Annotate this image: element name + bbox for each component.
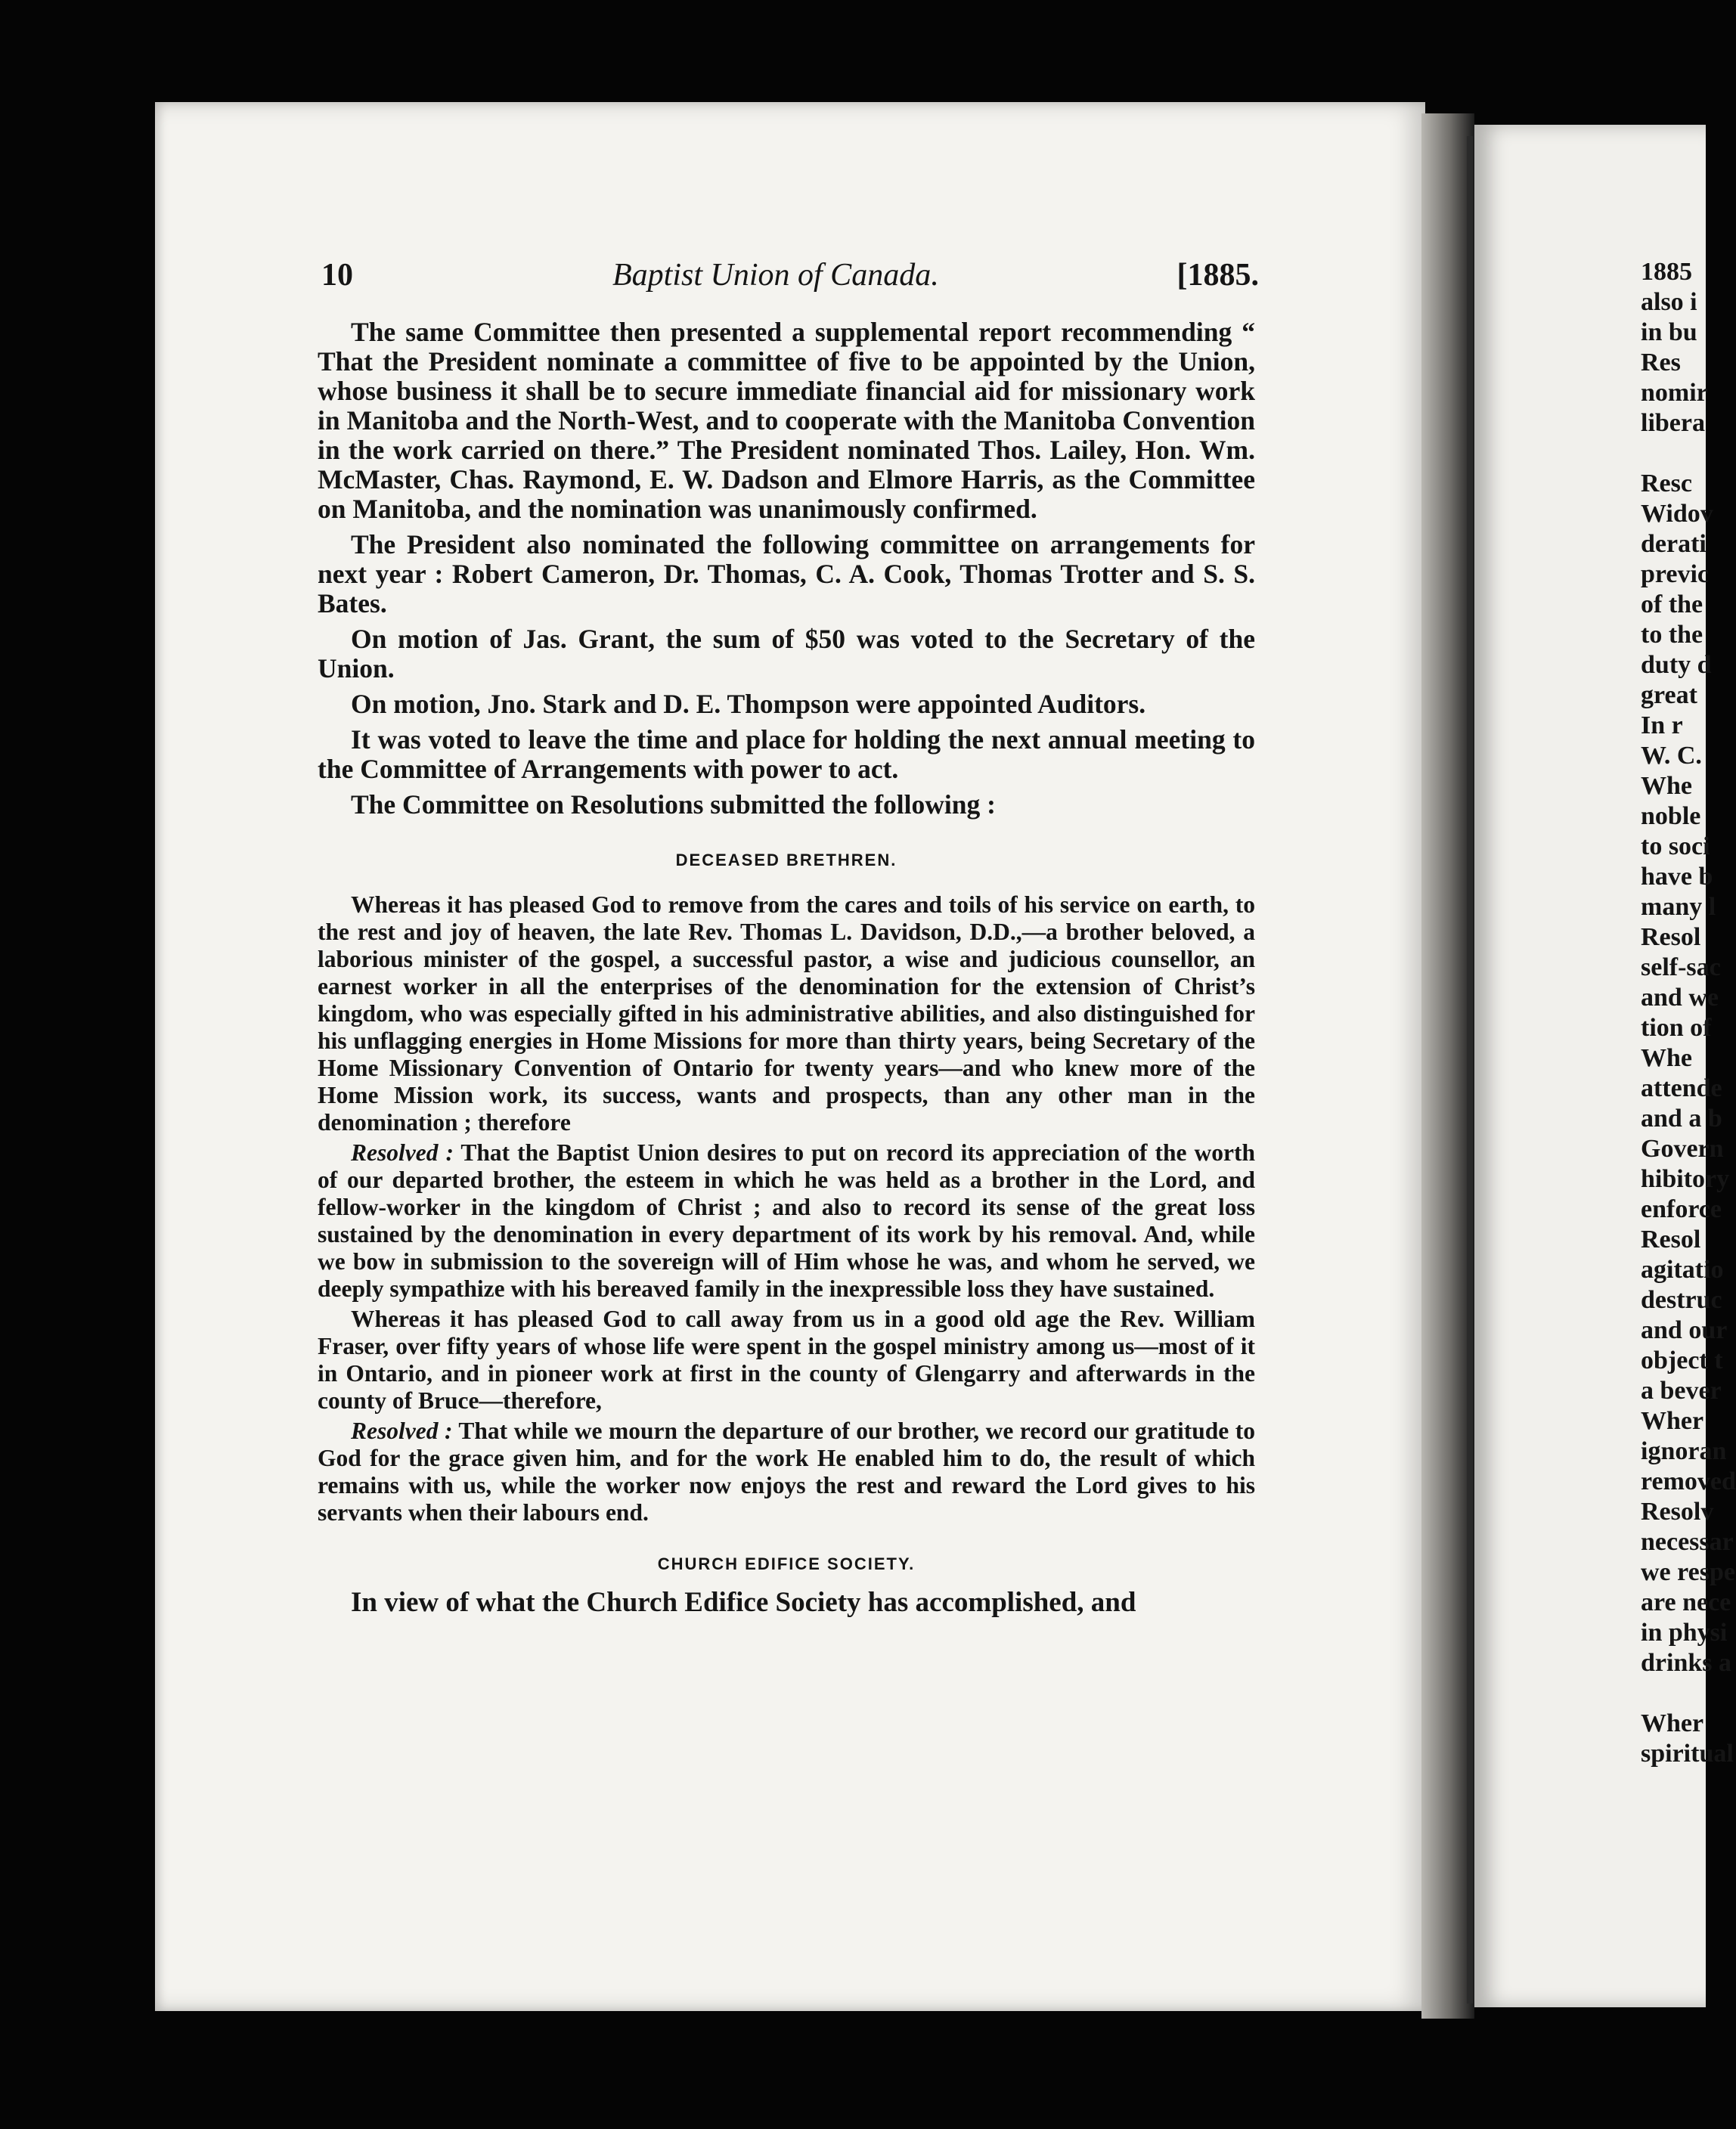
facing-page-line: Resol: [1641, 923, 1701, 951]
facing-page-line: are nece: [1641, 1588, 1731, 1616]
facing-page-line: W. C.: [1641, 742, 1702, 770]
facing-page-line: Res: [1641, 349, 1681, 377]
facing-page-line: also i: [1641, 288, 1697, 316]
facing-page-line: Resolv: [1641, 1498, 1714, 1526]
facing-page-line: and a b: [1641, 1105, 1722, 1133]
running-head: [321, 257, 1259, 295]
facing-page-line: removed: [1641, 1467, 1736, 1495]
paragraph: On motion of Jas. Grant, the sum of $50 was voted to the Secretary of the Union.: [318, 624, 1255, 683]
facing-page-line: ignoran: [1641, 1437, 1727, 1465]
facing-page-line: agitatio: [1641, 1256, 1724, 1284]
gutter: [1467, 136, 1473, 2003]
facing-page-text: [1641, 257, 1736, 1769]
facing-page-line: to the: [1641, 621, 1703, 649]
paragraph: The same Committee then presented a supplemental report recommending “ That the President nominate a committee of five to be appointed by the Union, whose business it shall be to secure immediate financial aid for missionary work in Manitoba and the North-West, and to cooperate with the Manitoba Convention in the work carried on there.” The President nominated Thos. Lailey, Hon. Wm. McMaster, Chas. Raymond, E. W. Dadson and Elmore Harris, as the Committee on Manitoba, and the nomination was unanimously confirmed.: [318, 317, 1255, 524]
facing-page-line: tion of: [1641, 1014, 1712, 1042]
facing-page-line: in physi: [1641, 1619, 1728, 1647]
facing-page-line: many l: [1641, 893, 1716, 921]
facing-page-line: previc: [1641, 560, 1710, 588]
facing-page-line: libera: [1641, 409, 1705, 437]
resolved-label: Resolved :: [351, 1418, 453, 1444]
facing-page-line: hibitory: [1641, 1165, 1730, 1193]
facing-page-line: [1641, 439, 1706, 469]
facing-page-line: noble: [1641, 802, 1701, 830]
section-heading-church-edifice: CHURCH EDIFICE SOCIETY.: [657, 1554, 916, 1573]
paragraph: In view of what the Church Edifice Society has accomplished, and: [351, 1587, 1136, 1618]
facing-page-line: 1885: [1641, 258, 1692, 286]
resolution-text: That the Baptist Union desires to put on record its appreciation of the worth of our departed brother, the esteem in which he was held as a brother in the Lord, and fellow-worker in the kingdom of Christ ; and also to record its sense of the great loss sustained by the denomination in every department of its work by his removal. And, while we bow in submission to the sovereign will of Him whose he was, and whom he served, we deeply sympathize with his bereaved family in the inexpressible loss they have sustained.: [318, 1139, 1255, 1302]
resolution-text: That while we mourn the departure of our brother, we record our gratitude to God for the grace given him, and for the work He enabled him to do, the result of which remains with us, while the worker now enjoys the rest and reward the Lord gives to his servants when their labours end.: [318, 1418, 1255, 1526]
facing-page-line: great: [1641, 681, 1697, 709]
facing-page-line: Whe: [1641, 1044, 1692, 1072]
paragraph: The President also nominated the following committee on arrangements for next year : Robert Cameron, Dr. Thomas, C. A. Cook, Thomas Trotter and S. S. Bates.: [318, 529, 1255, 618]
facing-page-line: and we: [1641, 984, 1719, 1012]
facing-page-line: [1641, 1678, 1706, 1709]
facing-page-line: Govern: [1641, 1135, 1724, 1163]
facing-page-line: In r: [1641, 711, 1683, 739]
page-body: [318, 318, 1255, 1623]
facing-page-line: Wher: [1641, 1407, 1704, 1435]
facing-page-line: duty d: [1641, 651, 1712, 679]
facing-page-line: enforce: [1641, 1195, 1722, 1223]
facing-page-line: derati: [1641, 530, 1707, 558]
section-heading-deceased-brethren: DECEASED BRETHREN.: [675, 851, 897, 869]
deceased-brethren-section: [318, 891, 1255, 1526]
facing-page-line: destruc: [1641, 1286, 1722, 1314]
facing-page-line: Widov: [1641, 500, 1713, 528]
paragraph: It was voted to leave the time and place for holding the next annual meeting to the Committee of Arrangements with power to act.: [318, 724, 1255, 784]
resolution-paragraph: [318, 1139, 1255, 1303]
paragraph: The Committee on Resolutions submitted the following :: [351, 789, 996, 820]
running-title: Baptist Union of Canada.: [612, 258, 939, 293]
facing-page-line: of the: [1641, 590, 1703, 618]
facing-page-line: drinks a: [1641, 1649, 1731, 1677]
facing-page-line: object t: [1641, 1347, 1723, 1374]
paragraph: Whereas it has pleased God to call away from us in a good old age the Rev. William Fraser, over fifty years of whose life were spent in the gospel ministry among us—most of it in Ontario, and in pioneer work at first in the county of Glengarry and afterwards in the county of Bruce—therefore,: [318, 1306, 1255, 1414]
facing-page-line: and our: [1641, 1316, 1728, 1344]
facing-page-line: attende: [1641, 1074, 1722, 1102]
facing-page-line: we respe: [1641, 1558, 1735, 1586]
facing-page-line: Whe: [1641, 772, 1692, 800]
page-number: 10: [321, 258, 353, 293]
facing-page-line: necessar: [1641, 1528, 1734, 1556]
facing-page-line: to soci: [1641, 832, 1710, 860]
facing-page-line: a bever: [1641, 1377, 1722, 1405]
facing-page-line: Wher: [1641, 1709, 1704, 1737]
facing-page-line: Resc: [1641, 469, 1692, 497]
running-year: [1885.: [1176, 258, 1259, 293]
resolved-label: Resolved :: [351, 1139, 454, 1166]
resolution-paragraph: [318, 1418, 1255, 1526]
paragraph: On motion, Jno. Stark and D. E. Thompson were appointed Auditors.: [351, 689, 1146, 719]
facing-page-line: have b: [1641, 863, 1713, 891]
facing-page-line: self-sac: [1641, 953, 1721, 981]
paragraph: Whereas it has pleased God to remove from the cares and toils of his service on earth, to the rest and joy of heaven, the late Rev. Thomas L. Davidson, D.D.,—a brother beloved, a laborious minister of the gospel, a successful pastor, a wise and judicious counsellor, an earnest worker in all the enterprises of the denomination for the extension of Christ’s kingdom, who was especially gifted in his administrative abilities, and also distinguished for his unflagging energies in Home Missions for more than thirty years, being Secretary of the Home Missionary Convention of Ontario for twenty years—and who knew more of the Home Mission work, its success, wants and prospects, than any other man in the denomination ; therefore: [318, 891, 1255, 1136]
facing-page-line: nomir: [1641, 379, 1708, 407]
facing-page-line: in bu: [1641, 318, 1697, 346]
facing-page-line: Resol: [1641, 1226, 1701, 1254]
facing-page-line: spiritual: [1641, 1740, 1734, 1768]
